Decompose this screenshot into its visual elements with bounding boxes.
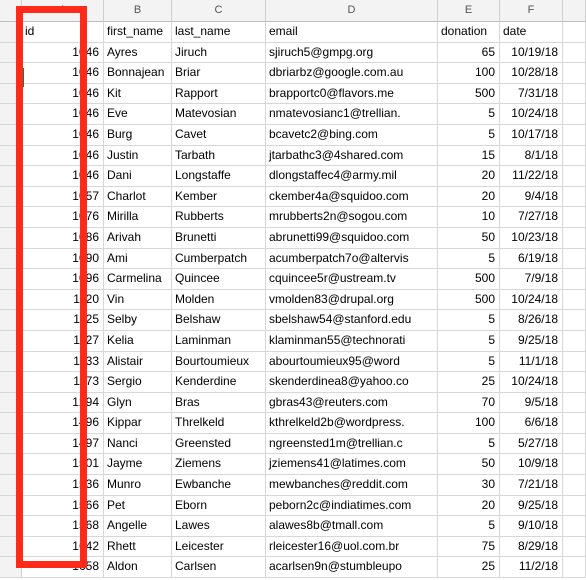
data-cell[interactable]: 1046 [22,104,104,125]
data-cell[interactable]: Longstaffe [172,166,266,187]
header-cell-last-name[interactable]: last_name [172,22,266,43]
data-cell[interactable]: 6/6/18 [500,413,563,434]
data-cell[interactable]: abrunetti99@squidoo.com [266,228,438,249]
data-cell[interactable]: 10/24/18 [500,372,563,393]
header-cell-donation[interactable]: donation [438,22,500,43]
column-header-a[interactable]: A [22,0,104,22]
data-cell[interactable]: 10 [438,207,500,228]
data-cell[interactable]: 8/29/18 [500,537,563,558]
empty-cell[interactable] [563,269,586,290]
data-cell[interactable]: ckember4a@squidoo.com [266,187,438,208]
empty-cell[interactable] [563,63,586,84]
data-cell[interactable]: 20 [438,496,500,517]
data-cell[interactable]: cquincee5r@ustream.tv [266,269,438,290]
data-cell[interactable]: Bras [172,393,266,414]
data-cell[interactable]: 5 [438,331,500,352]
data-cell[interactable]: 1086 [22,228,104,249]
data-cell[interactable]: 1133 [22,352,104,373]
data-cell[interactable]: 5 [438,125,500,146]
data-cell[interactable]: Selby [104,310,172,331]
data-cell[interactable]: 5 [438,434,500,455]
data-cell[interactable]: Bonnajean [104,63,172,84]
data-cell[interactable]: 20 [438,166,500,187]
empty-cell[interactable] [563,557,586,578]
data-cell[interactable]: 5 [438,352,500,373]
row-gutter[interactable] [0,434,22,455]
data-cell[interactable]: Laminman [172,331,266,352]
data-cell[interactable]: 75 [438,537,500,558]
data-cell[interactable]: sbelshaw54@stanford.edu [266,310,438,331]
header-cell-date[interactable]: date [500,22,563,43]
data-cell[interactable]: kthrelkeld2b@wordpress. [266,413,438,434]
data-cell[interactable]: Carmelina [104,269,172,290]
data-cell[interactable]: Rhett [104,537,172,558]
data-cell[interactable]: 1566 [22,496,104,517]
data-cell[interactable]: 1096 [22,269,104,290]
data-cell[interactable]: sjiruch5@gmpg.org [266,43,438,64]
empty-cell[interactable] [563,537,586,558]
data-cell[interactable]: 70 [438,393,500,414]
data-cell[interactable]: 9/25/18 [500,496,563,517]
data-cell[interactable]: mewbanches@reddit.com [266,475,438,496]
data-cell[interactable]: Eve [104,104,172,125]
data-cell[interactable]: 100 [438,63,500,84]
column-header-b[interactable]: B [104,0,172,22]
data-cell[interactable]: Kenderdine [172,372,266,393]
data-cell[interactable]: 11/2/18 [500,557,563,578]
data-cell[interactable]: Kelia [104,331,172,352]
data-cell[interactable]: 1173 [22,372,104,393]
data-cell[interactable]: 1496 [22,413,104,434]
data-cell[interactable]: 11/22/18 [500,166,563,187]
empty-cell[interactable] [563,372,586,393]
data-cell[interactable]: 1046 [22,63,104,84]
data-cell[interactable]: vmolden83@drupal.org [266,290,438,311]
data-cell[interactable]: Kember [172,187,266,208]
data-cell[interactable]: 1568 [22,516,104,537]
data-cell[interactable]: klaminman55@technorati [266,331,438,352]
empty-cell[interactable] [563,496,586,517]
data-cell[interactable]: dbriarbz@google.com.au [266,63,438,84]
data-cell[interactable]: 500 [438,290,500,311]
data-cell[interactable]: Tarbath [172,146,266,167]
empty-cell[interactable] [563,352,586,373]
header-cell-email[interactable]: email [266,22,438,43]
data-cell[interactable]: Leicester [172,537,266,558]
row-gutter[interactable] [0,63,22,84]
data-cell[interactable]: Burg [104,125,172,146]
data-cell[interactable]: alawes8b@tmall.com [266,516,438,537]
empty-cell[interactable] [563,125,586,146]
row-gutter[interactable] [0,413,22,434]
data-cell[interactable]: Arivah [104,228,172,249]
data-cell[interactable]: nmatevosianc1@trellian. [266,104,438,125]
empty-cell[interactable] [563,454,586,475]
column-header-c[interactable]: C [172,0,266,22]
data-cell[interactable]: 65 [438,43,500,64]
row-gutter[interactable] [0,290,22,311]
data-cell[interactable]: bcavetc2@bing.com [266,125,438,146]
data-cell[interactable]: 1642 [22,537,104,558]
empty-cell[interactable] [563,187,586,208]
data-cell[interactable]: 20 [438,187,500,208]
data-cell[interactable]: Nanci [104,434,172,455]
data-cell[interactable]: rleicester16@uol.com.br [266,537,438,558]
data-cell[interactable]: Alistair [104,352,172,373]
data-cell[interactable]: Matevosian [172,104,266,125]
data-cell[interactable]: Ziemens [172,454,266,475]
row-gutter[interactable] [0,228,22,249]
data-cell[interactable]: Carlsen [172,557,266,578]
header-cell-id[interactable]: id [22,22,104,43]
empty-cell[interactable] [563,43,586,64]
data-cell[interactable]: 8/1/18 [500,146,563,167]
data-cell[interactable]: Greensted [172,434,266,455]
data-cell[interactable]: 1057 [22,187,104,208]
data-cell[interactable]: 50 [438,454,500,475]
data-cell[interactable]: 1294 [22,393,104,414]
data-cell[interactable]: 25 [438,557,500,578]
data-cell[interactable]: Brunetti [172,228,266,249]
empty-cell[interactable] [563,475,586,496]
data-cell[interactable]: 9/4/18 [500,187,563,208]
data-cell[interactable]: 30 [438,475,500,496]
data-cell[interactable]: Ayres [104,43,172,64]
empty-cell[interactable] [563,228,586,249]
empty-cell[interactable] [563,290,586,311]
data-cell[interactable]: Cavet [172,125,266,146]
empty-cell[interactable] [563,146,586,167]
row-gutter[interactable] [0,166,22,187]
data-cell[interactable]: 25 [438,372,500,393]
empty-cell[interactable] [563,22,586,43]
active-cell-marker [22,68,24,87]
data-cell[interactable]: Justin [104,146,172,167]
data-cell[interactable]: Threlkeld [172,413,266,434]
data-cell[interactable]: 1090 [22,249,104,270]
data-cell[interactable]: Vin [104,290,172,311]
data-cell[interactable]: Eborn [172,496,266,517]
row-gutter[interactable] [0,537,22,558]
row-gutter[interactable] [0,557,22,578]
data-cell[interactable]: 5 [438,310,500,331]
data-cell[interactable]: 50 [438,228,500,249]
data-cell[interactable]: 1076 [22,207,104,228]
data-cell[interactable]: 10/24/18 [500,104,563,125]
data-cell[interactable]: peborn2c@indiatimes.com [266,496,438,517]
data-cell[interactable]: 10/17/18 [500,125,563,146]
data-cell[interactable]: 10/9/18 [500,454,563,475]
data-cell[interactable]: 10/23/18 [500,228,563,249]
data-cell[interactable]: 9/5/18 [500,393,563,414]
data-cell[interactable]: abourtoumieux95@word [266,352,438,373]
row-gutter[interactable] [0,146,22,167]
data-cell[interactable]: Quincee [172,269,266,290]
row-gutter[interactable] [0,84,22,105]
data-cell[interactable]: 7/31/18 [500,84,563,105]
data-cell[interactable]: Kit [104,84,172,105]
data-cell[interactable]: 1127 [22,331,104,352]
data-cell[interactable]: skenderdinea8@yahoo.co [266,372,438,393]
data-cell[interactable]: 15 [438,146,500,167]
empty-cell[interactable] [563,413,586,434]
data-cell[interactable]: Cumberpatch [172,249,266,270]
row-gutter[interactable] [0,125,22,146]
data-cell[interactable]: 1120 [22,290,104,311]
data-cell[interactable]: acumberpatch7o@altervis [266,249,438,270]
data-cell[interactable]: 100 [438,413,500,434]
data-cell[interactable]: jziemens41@latimes.com [266,454,438,475]
row-gutter[interactable] [0,393,22,414]
data-cell[interactable]: 10/28/18 [500,63,563,84]
data-cell[interactable]: Ewbanche [172,475,266,496]
data-cell[interactable]: 1046 [22,84,104,105]
data-cell[interactable]: Mirilla [104,207,172,228]
data-cell[interactable]: 1046 [22,146,104,167]
row-gutter[interactable] [0,269,22,290]
row-gutter[interactable] [0,454,22,475]
data-cell[interactable]: 1046 [22,125,104,146]
empty-cell[interactable] [563,249,586,270]
row-gutter[interactable] [0,187,22,208]
empty-cell[interactable] [563,516,586,537]
empty-cell[interactable] [563,104,586,125]
data-cell[interactable]: 9/25/18 [500,331,563,352]
row-gutter[interactable] [0,310,22,331]
data-cell[interactable]: 10/24/18 [500,290,563,311]
data-cell[interactable]: 5 [438,104,500,125]
data-cell[interactable]: Dani [104,166,172,187]
empty-cell[interactable] [563,393,586,414]
row-gutter[interactable] [0,496,22,517]
data-cell[interactable]: Rubberts [172,207,266,228]
data-cell[interactable]: Charlot [104,187,172,208]
data-cell[interactable]: brapportc0@flavors.me [266,84,438,105]
data-cell[interactable]: gbras43@reuters.com [266,393,438,414]
data-cell[interactable]: 7/21/18 [500,475,563,496]
data-cell[interactable]: 1046 [22,166,104,187]
column-header-extra[interactable] [563,0,586,22]
data-cell[interactable]: Rapport [172,84,266,105]
data-cell[interactable]: 10/19/18 [500,43,563,64]
empty-cell[interactable] [563,207,586,228]
data-cell[interactable]: Angelle [104,516,172,537]
data-cell[interactable]: Molden [172,290,266,311]
column-header-f[interactable]: F [500,0,563,22]
row-gutter[interactable] [0,22,22,43]
data-cell[interactable]: Lawes [172,516,266,537]
data-cell[interactable]: 1046 [22,43,104,64]
data-cell[interactable]: Pet [104,496,172,517]
data-cell[interactable]: Briar [172,63,266,84]
row-gutter[interactable] [0,331,22,352]
header-cell-first-name[interactable]: first_name [104,22,172,43]
data-cell[interactable]: Jayme [104,454,172,475]
row-gutter[interactable] [0,249,22,270]
data-cell[interactable]: 500 [438,84,500,105]
data-cell[interactable]: 9/10/18 [500,516,563,537]
data-cell[interactable]: 1125 [22,310,104,331]
data-cell[interactable]: ngreensted1m@trellian.c [266,434,438,455]
data-cell[interactable]: Belshaw [172,310,266,331]
empty-cell[interactable] [563,166,586,187]
data-cell[interactable]: 1658 [22,557,104,578]
column-header-d[interactable]: D [266,0,438,22]
empty-cell[interactable] [563,310,586,331]
data-cell[interactable]: jtarbathc3@4shared.com [266,146,438,167]
data-cell[interactable]: dlongstaffec4@army.mil [266,166,438,187]
empty-cell[interactable] [563,84,586,105]
data-cell[interactable]: Ami [104,249,172,270]
empty-cell[interactable] [563,434,586,455]
data-cell[interactable]: 8/26/18 [500,310,563,331]
row-gutter[interactable] [0,104,22,125]
data-cell[interactable]: 5 [438,249,500,270]
data-cell[interactable]: 5 [438,516,500,537]
data-cell[interactable]: 7/27/18 [500,207,563,228]
data-cell[interactable]: Aldon [104,557,172,578]
row-gutter[interactable] [0,372,22,393]
data-cell[interactable]: 11/1/18 [500,352,563,373]
data-cell[interactable]: 1536 [22,475,104,496]
row-gutter[interactable] [0,207,22,228]
data-cell[interactable]: mrubberts2n@sogou.com [266,207,438,228]
column-header-e[interactable]: E [438,0,500,22]
data-cell[interactable]: Kippar [104,413,172,434]
row-gutter[interactable] [0,352,22,373]
row-gutter[interactable] [0,43,22,64]
data-cell[interactable]: 500 [438,269,500,290]
empty-cell[interactable] [563,331,586,352]
row-gutter[interactable] [0,516,22,537]
data-cell[interactable]: acarlsen9n@stumbleupo [266,557,438,578]
data-cell[interactable]: 5/27/18 [500,434,563,455]
data-cell[interactable]: Glyn [104,393,172,414]
data-cell[interactable]: 1497 [22,434,104,455]
corner-select-all[interactable] [0,0,22,22]
data-cell[interactable]: 7/9/18 [500,269,563,290]
data-cell[interactable]: Jiruch [172,43,266,64]
data-cell[interactable]: 1501 [22,454,104,475]
row-gutter[interactable] [0,475,22,496]
data-cell[interactable]: 6/19/18 [500,249,563,270]
data-cell[interactable]: Bourtoumieux [172,352,266,373]
data-cell[interactable]: Munro [104,475,172,496]
data-cell[interactable]: Sergio [104,372,172,393]
